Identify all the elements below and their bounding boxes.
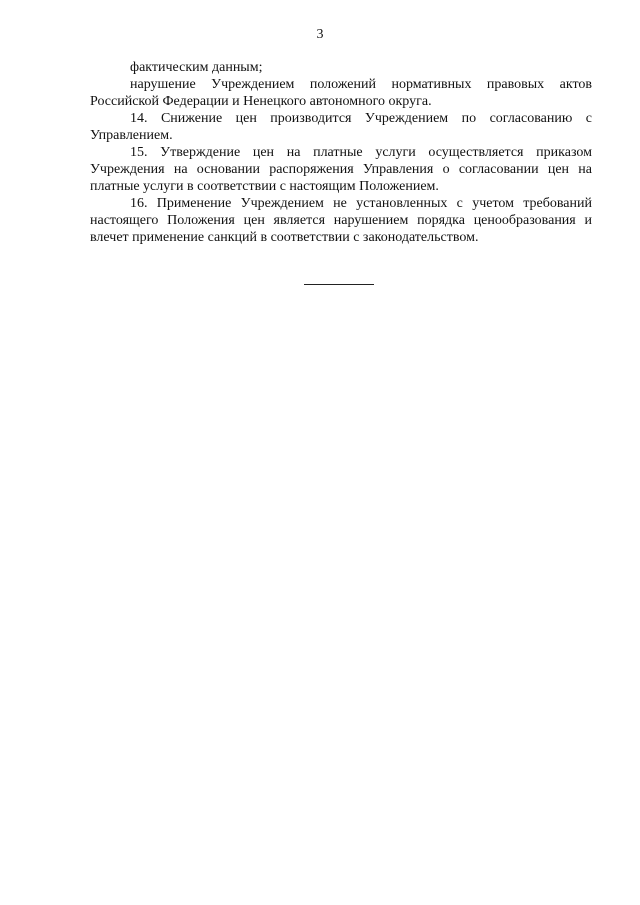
paragraph-actual-data: фактическим данным; <box>130 60 263 75</box>
paragraph-14-price-reduction: 14. Снижение цен производится Учреждением по согласованию с Управлением. <box>90 111 592 143</box>
paragraph-violation: нарушение Учреждением положений нормативных правовых актов Российской Федерации и Ненецкого автономного округа. <box>90 77 592 109</box>
document-body <box>90 59 592 246</box>
end-of-document-line <box>304 284 374 285</box>
paragraph-15-price-approval: 15. Утверждение цен на платные услуги осуществляется приказом Учреждения на основании распоряжения Управления о согласовании цен на платные услуги в соответствии с настоящим Положением. <box>90 145 592 194</box>
page-number: 3 <box>316 27 324 42</box>
paragraph-16-sanctions: 16. Применение Учреждением не установленных с учетом требований настоящего Положения цен является нарушением порядка ценообразования и влечет применение санкций в соответствии с законодательством. <box>90 196 592 245</box>
